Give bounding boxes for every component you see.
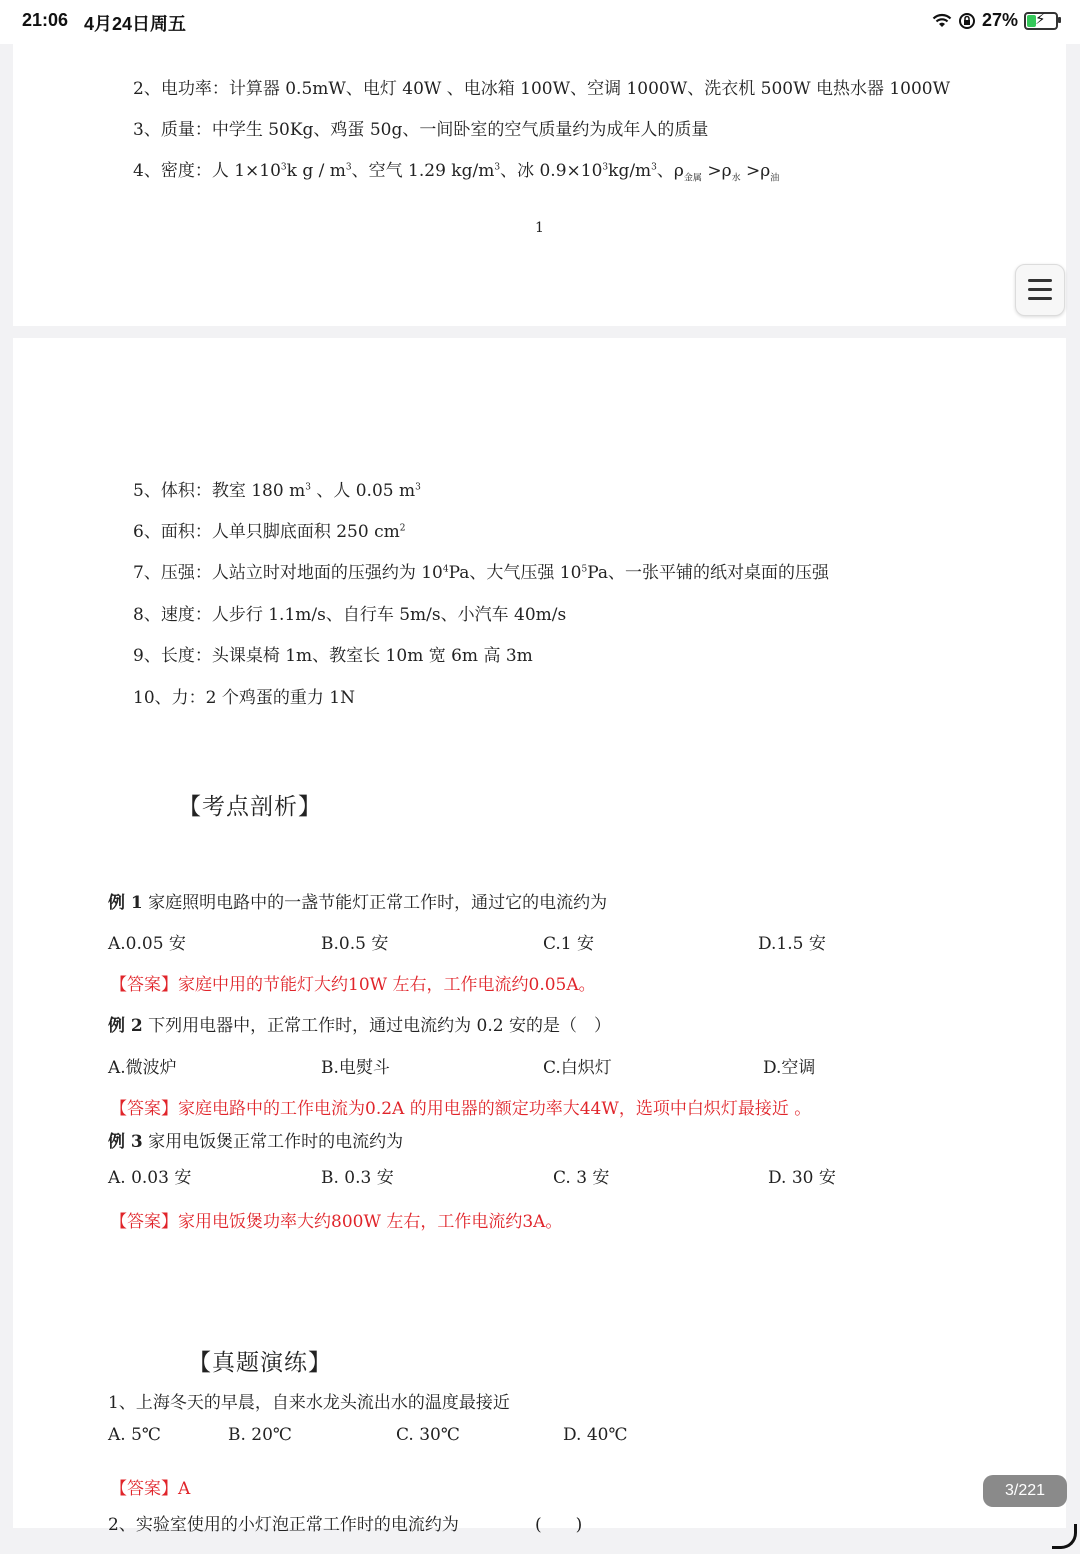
status-time: 21:06 [22, 10, 69, 30]
page-number: 1 [535, 220, 544, 236]
text-line-pressure: 7、压强：人站立时对地面的压强约为 $10^4Pa$、大气压强 $10^5Pa$、一张平铺的纸对桌面的压强 [133, 563, 829, 583]
practice-question: 2、实验室使用的小灯泡正常工作时的电流约为 [108, 1515, 459, 1535]
answer-parentheses: ( ) [535, 1515, 583, 1535]
answer-text: 【答案】A [110, 1479, 191, 1499]
option-d: D.1.5 安 [758, 934, 826, 954]
wifi-icon [932, 13, 952, 29]
battery-percent: 27% [981, 10, 1018, 30]
answer-text: 【答案】家庭中用的节能灯大约10W 左右，工作电流约0.05A。 [110, 975, 596, 995]
option-d: D.空调 [763, 1058, 816, 1078]
option-c: C.白炽灯 [543, 1058, 612, 1078]
section-heading-practice: 【真题演练】 [188, 1350, 332, 1376]
status-bar [0, 0, 1080, 44]
option-d: D. 40℃ [563, 1425, 628, 1445]
option-a: A.0.05 安 [108, 934, 186, 954]
loading-spinner-icon [1052, 1524, 1077, 1549]
status-indicators [932, 10, 1058, 31]
example-question: 例 2 下列用电器中，正常工作时，通过电流约为 0.2 安的是（ ） [108, 1016, 611, 1036]
text-line-power: 2、电功率：计算器 0.5mW、电灯 40W 、电冰箱 100W、空调 1000W、洗衣机 500W 电热水器 1000W [133, 79, 951, 99]
battery-charging-icon: ⚡ [1024, 12, 1058, 30]
orientation-lock-icon [958, 12, 976, 30]
practice-question: 1、上海冬天的早晨，自来水龙头流出水的温度最接近 [108, 1393, 510, 1413]
option-c: C. 3 安 [553, 1168, 610, 1188]
option-b: B. 20℃ [228, 1425, 292, 1445]
text-line-length: 9、长度：头课桌椅 1m、教室长 10m 宽 6m 高 3m [133, 646, 533, 666]
option-a: A. 5℃ [108, 1425, 161, 1445]
option-c: C.1 安 [543, 934, 595, 954]
page-indicator: 3/221 [983, 1475, 1067, 1507]
section-heading-analysis: 【考点剖析】 [178, 794, 322, 820]
option-b: B. 0.3 安 [321, 1168, 394, 1188]
option-b: B.0.5 安 [321, 934, 389, 954]
option-a: A.微波炉 [108, 1058, 177, 1078]
document-page-2 [13, 338, 1066, 1535]
status-date: 4月24日周五 [84, 14, 187, 34]
example-question: 例 1 家庭照明电路中的一盏节能灯正常工作时，通过它的电流约为 [108, 893, 608, 913]
text-line-density: 4、密度：人 $1\times 10^3k$ g / $m^3$、空气 1.29 $kg/m^3$、冰 $0.9\times 10^3kg/m^3$、$\rho_{金属} >\rho_水 >\rho_油$ [133, 161, 780, 184]
option-d: D. 30 安 [768, 1168, 836, 1188]
document-page-1 [13, 44, 1066, 326]
option-c: C. 30℃ [396, 1425, 460, 1445]
text-line-volume: 5、体积：教室 180 $m^3$ 、人 0.05 $m^3$ [133, 481, 421, 501]
text-line-speed: 8、速度：人步行 1.1m/s、自行车 5m/s、小汽车 40m/s [133, 605, 567, 625]
example-question: 例 3 家用电饭煲正常工作时的电流约为 [108, 1132, 404, 1152]
text-line-mass: 3、质量：中学生 50Kg、鸡蛋 50g、一间卧室的空气质量约为成年人的质量 [133, 120, 709, 140]
text-line-area: 6、面积：人单只脚底面积 250 $cm^2$ [133, 522, 406, 542]
menu-button[interactable] [1015, 264, 1065, 316]
answer-text: 【答案】家用电饭煲功率大约800W 左右，工作电流约3A。 [110, 1212, 563, 1232]
option-a: A. 0.03 安 [108, 1168, 192, 1188]
answer-text: 【答案】家庭电路中的工作电流为0.2A 的用电器的额定功率大44W，选项中白炽灯最接近 。 [110, 1099, 812, 1119]
option-b: B.电熨斗 [321, 1058, 390, 1078]
text-line-force: 10、力：2 个鸡蛋的重力 1N [133, 688, 355, 708]
